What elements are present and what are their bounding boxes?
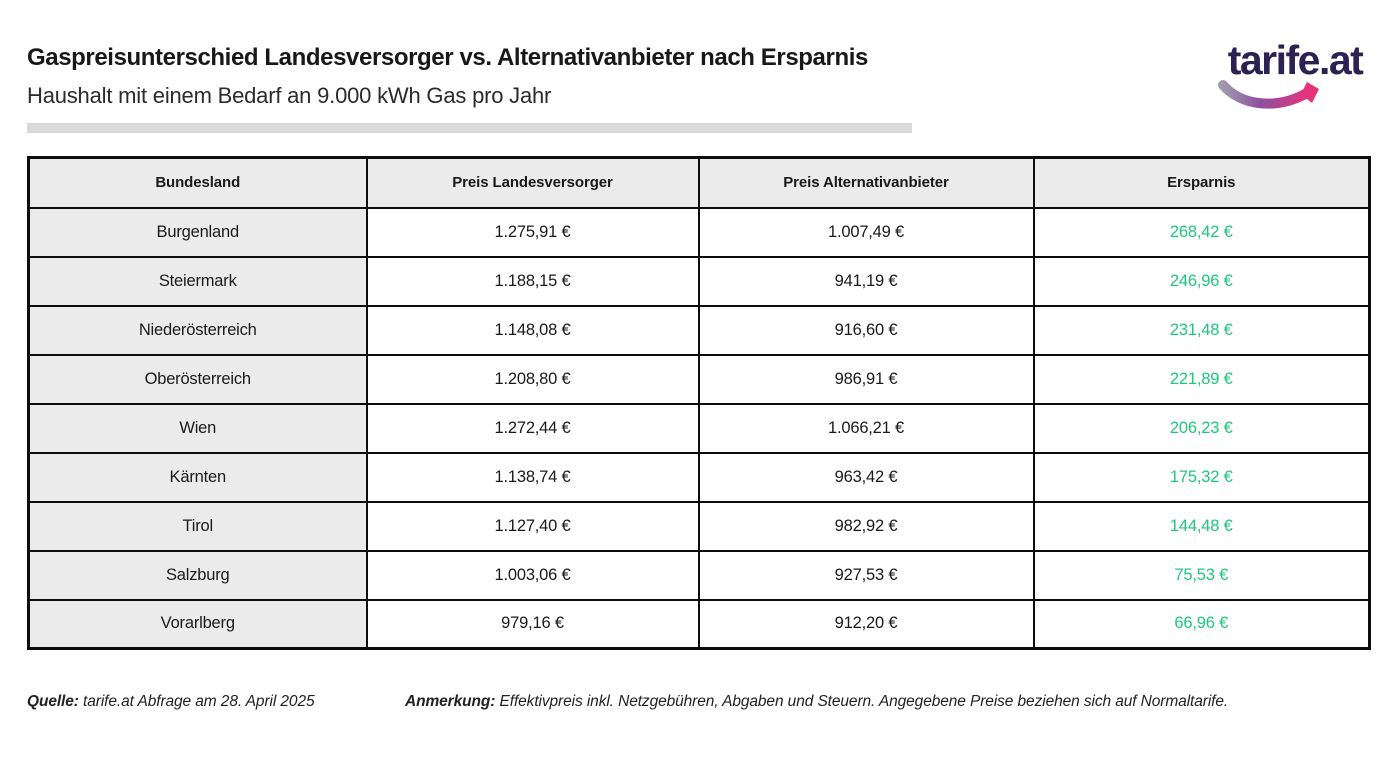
cell-ersparnis: 75,53 € xyxy=(1034,551,1370,600)
source-text: tarife.at Abfrage am 28. April 2025 xyxy=(78,693,315,710)
cell-ersparnis: 221,89 € xyxy=(1034,355,1370,404)
table-header xyxy=(29,158,1370,208)
cell-ersparnis: 66,96 € xyxy=(1034,600,1370,649)
annotation-note xyxy=(405,693,1228,711)
cell-preis-landesversorger: 1.003,06 € xyxy=(367,551,699,600)
cell-bundesland: Vorarlberg xyxy=(29,600,367,649)
cell-ersparnis: 206,23 € xyxy=(1034,404,1370,453)
cell-bundesland: Salzburg xyxy=(29,551,367,600)
cell-preis-alternativanbieter: 986,91 € xyxy=(699,355,1034,404)
table-row xyxy=(29,208,1370,257)
cell-ersparnis: 144,48 € xyxy=(1034,502,1370,551)
cell-preis-landesversorger: 1.208,80 € xyxy=(367,355,699,404)
table-row xyxy=(29,355,1370,404)
table-row xyxy=(29,404,1370,453)
source-note xyxy=(27,693,314,711)
annotation-text: Effektivpreis inkl. Netzgebühren, Abgaben und Steuern. Angegebene Preise beziehen sich auf Normaltarife. xyxy=(495,693,1229,710)
cell-preis-alternativanbieter: 941,19 € xyxy=(699,257,1034,306)
column-header-bundesland: Bundesland xyxy=(29,158,367,208)
source-label: Quelle: xyxy=(27,693,79,710)
cell-preis-landesversorger: 1.272,44 € xyxy=(367,404,699,453)
table-body xyxy=(29,208,1370,649)
cell-preis-landesversorger: 1.275,91 € xyxy=(367,208,699,257)
cell-ersparnis: 231,48 € xyxy=(1034,306,1370,355)
page-subtitle: Haushalt mit einem Bedarf an 9.000 kWh Gas pro Jahr xyxy=(27,83,552,108)
table-row xyxy=(29,600,1370,649)
cell-preis-alternativanbieter: 1.066,21 € xyxy=(699,404,1034,453)
cell-bundesland: Steiermark xyxy=(29,257,367,306)
logo-wordmark: tarife.at xyxy=(1227,37,1363,83)
logo-smile-swoosh-icon xyxy=(1215,80,1335,112)
cell-preis-landesversorger: 1.188,15 € xyxy=(367,257,699,306)
cell-preis-landesversorger: 1.138,74 € xyxy=(367,453,699,502)
tarife-at-logo xyxy=(1205,37,1385,83)
cell-bundesland: Oberösterreich xyxy=(29,355,367,404)
cell-ersparnis: 175,32 € xyxy=(1034,453,1370,502)
cell-preis-landesversorger: 1.148,08 € xyxy=(367,306,699,355)
table-row xyxy=(29,502,1370,551)
column-header-preis-alternativanbieter: Preis Alternativanbieter xyxy=(699,158,1034,208)
cell-ersparnis: 268,42 € xyxy=(1034,208,1370,257)
table-header-row xyxy=(29,158,1370,208)
gas-price-table xyxy=(27,156,1371,650)
title-divider-bar xyxy=(27,123,912,133)
cell-ersparnis: 246,96 € xyxy=(1034,257,1370,306)
table-row xyxy=(29,257,1370,306)
cell-preis-alternativanbieter: 927,53 € xyxy=(699,551,1034,600)
column-header-preis-landesversorger: Preis Landesversorger xyxy=(367,158,699,208)
cell-preis-landesversorger: 979,16 € xyxy=(367,600,699,649)
annotation-label: Anmerkung: xyxy=(405,693,496,710)
cell-preis-alternativanbieter: 912,20 € xyxy=(699,600,1034,649)
cell-bundesland: Burgenland xyxy=(29,208,367,257)
cell-preis-alternativanbieter: 916,60 € xyxy=(699,306,1034,355)
cell-bundesland: Wien xyxy=(29,404,367,453)
table-row xyxy=(29,453,1370,502)
cell-bundesland: Niederösterreich xyxy=(29,306,367,355)
cell-bundesland: Tirol xyxy=(29,502,367,551)
cell-bundesland: Kärnten xyxy=(29,453,367,502)
table-row xyxy=(29,306,1370,355)
cell-preis-alternativanbieter: 982,92 € xyxy=(699,502,1034,551)
cell-preis-alternativanbieter: 1.007,49 € xyxy=(699,208,1034,257)
cell-preis-alternativanbieter: 963,42 € xyxy=(699,453,1034,502)
table-row xyxy=(29,551,1370,600)
page-title: Gaspreisunterschied Landesversorger vs. Alternativanbieter nach Ersparnis xyxy=(27,44,868,71)
column-header-ersparnis: Ersparnis xyxy=(1034,158,1370,208)
cell-preis-landesversorger: 1.127,40 € xyxy=(367,502,699,551)
